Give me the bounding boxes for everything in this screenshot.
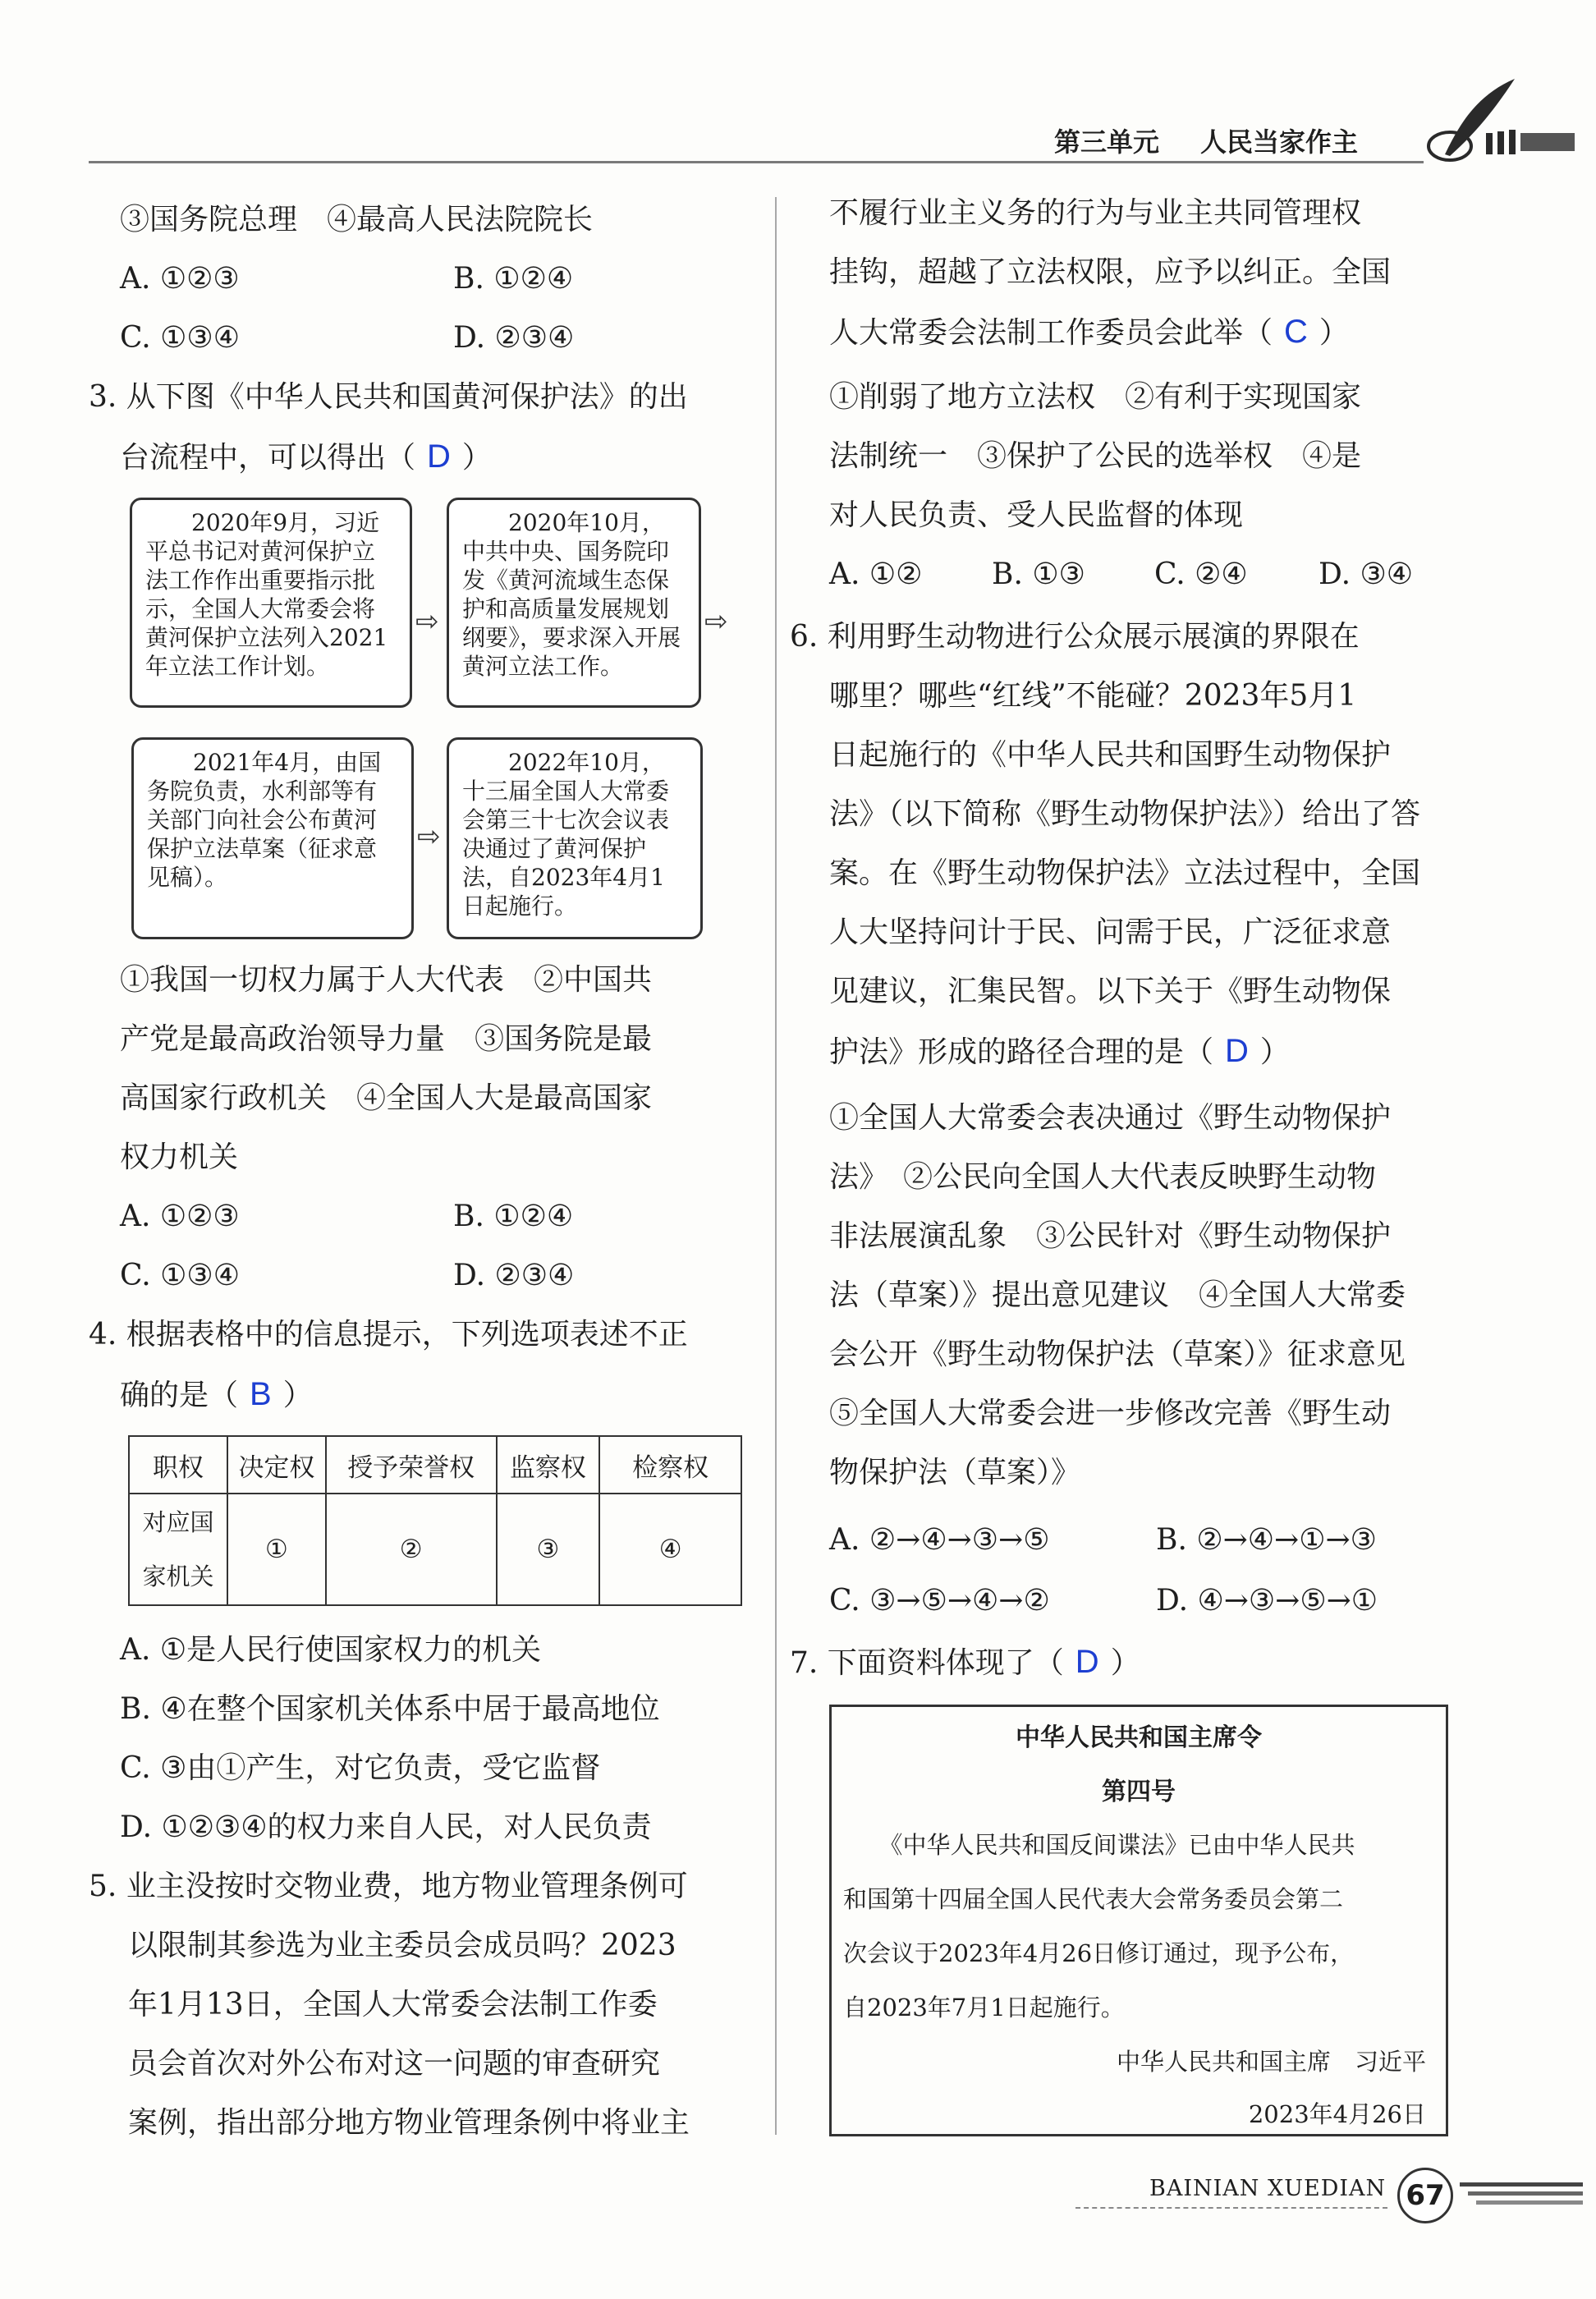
- q3-stem-line1: 3. 从下图《中华人民共和国黄河保护法》的出: [89, 380, 688, 414]
- table-cell: ③: [497, 1494, 600, 1605]
- arrow-right-icon: ⇨: [704, 605, 728, 638]
- powers-table: [128, 1435, 742, 1606]
- q5-option-d: D. ③④: [1319, 558, 1414, 591]
- order-body-line1: 《中华人民共和国反间谍法》已由中华人民共: [843, 1831, 1355, 1859]
- q6-stem-line7: 见建议，汇集民智。以下关于《野生动物保: [829, 975, 1392, 1008]
- table-header: 检察权: [599, 1436, 741, 1494]
- q3-answer: D: [427, 438, 451, 475]
- q6-stem-close: ）: [1259, 1035, 1290, 1069]
- q5-option-b: B. ①③: [992, 558, 1085, 591]
- q2-option-d: D. ②③④: [453, 321, 575, 355]
- q5-option-a: A. ①②: [829, 558, 923, 591]
- row-label-line2: 家机关: [142, 1562, 214, 1590]
- q6-statement-4: 法（草案）》提出意见建议 ④全国人大常委: [829, 1278, 1406, 1312]
- q5-option-c: C. ②④: [1154, 558, 1248, 591]
- q6-stem-line4: 法》（以下简称《野生动物保护法》）给出了答: [829, 797, 1421, 831]
- flow-box-1: 2020年9月，习近平总书记对黄河保护立法工作作出重要指示批示，全国人大常委会将黄河保护立法列入2021年立法工作计划。: [130, 498, 412, 708]
- footer-brand: BAINIAN XUEDIAN: [1149, 2176, 1387, 2201]
- q3-stem-line2: [120, 427, 492, 488]
- q6-statement-5: 会公开《野生动物保护法（草案）》征求意见: [829, 1338, 1406, 1371]
- q4-stem-text: 确的是（: [120, 1379, 239, 1412]
- order-body-line2: 和国第十四届全国人民代表大会常务委员会第二: [843, 1885, 1344, 1913]
- q4-stem-line1: 4. 根据表格中的信息提示，下列选项表述不正: [89, 1318, 688, 1351]
- q3-stem-text: 台流程中，可以得出（: [120, 441, 416, 475]
- q6-statement-6: ⑤全国人大常委会进一步修改完善《野生动: [829, 1397, 1392, 1430]
- q5-statement-2: 法制统一 ③保护了公民的选举权 ④是: [829, 439, 1362, 473]
- q5-stem-line1: 5. 业主没按时交物业费，地方物业管理条例可: [89, 1870, 688, 1903]
- q3-stem-close: ）: [461, 441, 492, 475]
- arrow-right-icon: ⇨: [417, 820, 441, 853]
- order-number: 第四号: [1102, 1778, 1176, 1806]
- q4-answer: B: [250, 1376, 272, 1412]
- table-cell: ②: [326, 1494, 497, 1605]
- flow-box-2: 2020年10月，中共中央、国务院印发《黄河流域生态保护和高质量发展规划纲要》，要求深入开展黄河立法工作。: [447, 498, 701, 708]
- flow-box-4: 2022年10月，十三届全国人大常委会第三十七次会议表决通过了黄河保护法，自2023年4月1日起施行。: [447, 737, 703, 939]
- footer-dashed-rule: [1075, 2207, 1387, 2209]
- q3-option-b: B. ①②④: [453, 1200, 574, 1233]
- q6-stem-line8: [829, 1021, 1290, 1082]
- table-header: 决定权: [227, 1436, 326, 1494]
- row-label-line1: 对应国: [142, 1508, 214, 1536]
- q6-stem-text: 护法》形成的路径合理的是（: [829, 1035, 1214, 1069]
- order-signer: 中华人民共和国主席 习近平: [1116, 2048, 1426, 2076]
- q7-stem: [790, 1632, 1140, 1693]
- q6-option-b: B. ②→④→①→③: [1156, 1523, 1377, 1557]
- q3-option-c: C. ①③④: [120, 1259, 240, 1292]
- q2-option-b: B. ①②④: [453, 262, 574, 296]
- q6-answer: D: [1225, 1033, 1249, 1069]
- q5-statement-1: ①削弱了地方立法权 ②有利于实现国家: [829, 380, 1362, 414]
- q6-option-a: A. ②→④→③→⑤: [829, 1523, 1050, 1557]
- q3-statement-1: ①我国一切权力属于人大代表 ②中国共: [120, 963, 653, 997]
- presidential-order-box: [829, 1705, 1448, 2136]
- q6-stem-line5: 案。在《野生动物保护法》立法过程中，全国: [829, 856, 1421, 890]
- q6-stem-line2: 哪里？哪些“红线”不能碰？2023年5月1: [829, 679, 1357, 713]
- order-title: 中华人民共和国主席令: [1016, 1723, 1262, 1752]
- q6-option-d: D. ④→③→⑤→①: [1156, 1584, 1378, 1618]
- flow-box-3: 2021年4月，由国务院负责，水利部等有关部门向社会公布黄河保护立法草案（征求意见稿）。: [131, 737, 414, 939]
- arrow-right-icon: ⇨: [415, 605, 439, 638]
- q4-option-a: A. ①是人民行使国家权力的机关: [120, 1633, 542, 1667]
- footer-stripes: [1460, 2177, 1583, 2214]
- q5-stem-text: 人大常委会法制工作委员会此举（: [829, 316, 1273, 350]
- table-cell: ①: [227, 1494, 326, 1605]
- table-cell: ④: [599, 1494, 741, 1605]
- q7-answer: D: [1075, 1644, 1099, 1680]
- q6-option-c: C. ③→⑤→④→②: [829, 1584, 1050, 1618]
- unit-title: 人民当家作主: [1200, 126, 1359, 158]
- q5-statement-3: 对人民负责、受人民监督的体现: [829, 498, 1244, 532]
- q5-stem-line5: 案例，指出部分地方物业管理条例中将业主: [128, 2106, 690, 2140]
- q2-option-a: A. ①②③: [120, 262, 240, 296]
- q3-option-a: A. ①②③: [120, 1200, 240, 1233]
- q5-answer: C: [1284, 314, 1308, 350]
- table-row-label: [129, 1494, 227, 1605]
- q4-option-c: C. ③由①产生，对它负责，受它监督: [120, 1751, 601, 1785]
- order-body-line4: 自2023年7月1日起施行。: [843, 1994, 1125, 2021]
- order-body-line3: 次会议于2023年4月26日修订通过，现予公布，: [843, 1939, 1355, 1967]
- q5-stem-line3: 年1月13日，全国人大常委会法制工作委: [128, 1988, 658, 2021]
- q4-stem-close: ）: [282, 1379, 313, 1412]
- q5-stem-line2: 以限制其参选为业主委员会成员吗？2023: [128, 1929, 676, 1962]
- q5-stem-line7: 挂钩，超越了立法权限，应予以纠正。全国: [829, 255, 1392, 289]
- q4-stem-line2: [120, 1365, 313, 1425]
- q3-statement-2: 产党是最高政治领导力量 ③国务院是最: [120, 1022, 653, 1056]
- q7-stem-close: ）: [1110, 1646, 1140, 1680]
- table-header: 授予荣誉权: [326, 1436, 497, 1494]
- q6-statement-1: ①全国人大常委会表决通过《野生动物保护: [829, 1101, 1392, 1135]
- column-divider: [775, 197, 777, 2135]
- q4-option-d: D. ①②③④的权力来自人民，对人民负责: [120, 1810, 652, 1844]
- q3-statement-3: 高国家行政机关 ④全国人大是最高国家: [120, 1081, 653, 1115]
- quill-icon: [1420, 74, 1576, 164]
- header-rule: [89, 161, 1424, 163]
- page-number: 67: [1397, 2168, 1453, 2223]
- q2-options-line: ③国务院总理 ④最高人民法院院长: [120, 203, 594, 236]
- q3-statement-4: 权力机关: [120, 1140, 239, 1174]
- q5-stem-close: ）: [1319, 316, 1349, 350]
- q5-stem-line4: 员会首次对外公布对这一问题的审查研究: [128, 2047, 661, 2081]
- q6-stem-line1: 6. 利用野生动物进行公众展示展演的界限在: [790, 620, 1360, 654]
- q7-stem-text: 7. 下面资料体现了（: [790, 1646, 1064, 1680]
- table-header: 职权: [129, 1436, 227, 1494]
- q5-stem-line8: [829, 302, 1349, 363]
- table-header: 监察权: [497, 1436, 600, 1494]
- q6-stem-line6: 人大坚持问计于民、问需于民，广泛征求意: [829, 915, 1392, 949]
- q5-stem-line6: 不履行业主义务的行为与业主共同管理权: [829, 196, 1362, 230]
- unit-label: 第三单元: [1054, 126, 1160, 158]
- order-date: 2023年4月26日: [1248, 2100, 1426, 2128]
- q6-statement-3: 非法展演乱象 ③公民针对《野生动物保护: [829, 1219, 1392, 1253]
- q6-statement-2: 法》 ②公民向全国人大代表反映野生动物: [829, 1160, 1377, 1194]
- q6-stem-line3: 日起施行的《中华人民共和国野生动物保护: [829, 738, 1392, 772]
- q3-option-d: D. ②③④: [453, 1259, 575, 1292]
- q4-option-b: B. ④在整个国家机关体系中居于最高地位: [120, 1692, 660, 1726]
- q2-option-c: C. ①③④: [120, 321, 240, 355]
- q6-statement-7: 物保护法（草案）》: [829, 1456, 1081, 1489]
